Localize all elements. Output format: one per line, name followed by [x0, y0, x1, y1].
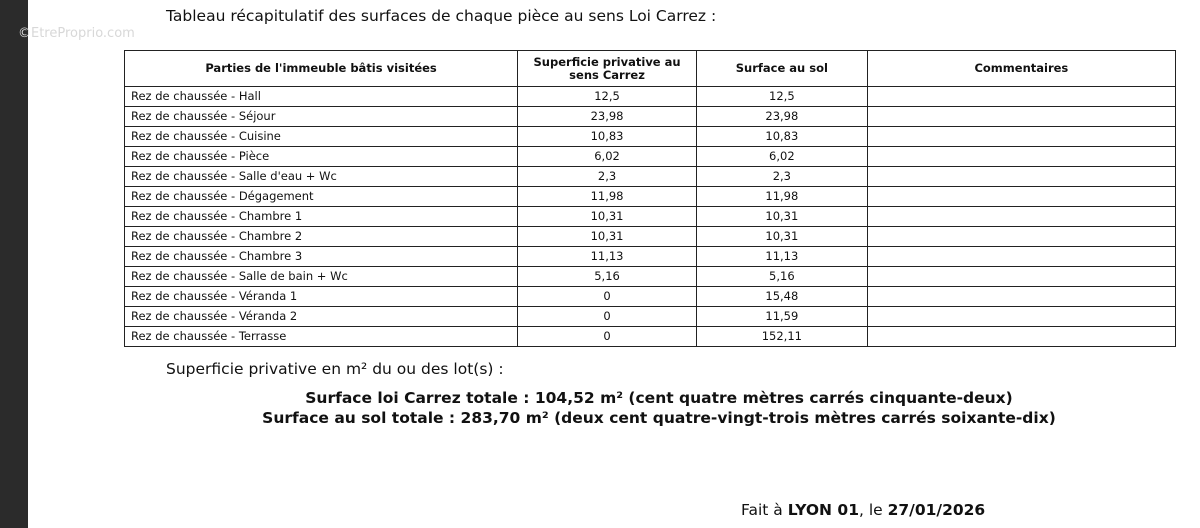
cell-sol: 23,98 [696, 107, 867, 127]
cell-carrez: 10,31 [518, 207, 697, 227]
cell-sol: 152,11 [696, 327, 867, 347]
table-heading: Tableau récapitulatif des surfaces de chaque pièce au sens Loi Carrez : [166, 7, 717, 25]
cell-sol: 6,02 [696, 147, 867, 167]
cell-piece: Rez de chaussée - Séjour [125, 107, 518, 127]
cell-comment [867, 127, 1175, 147]
signature-line [741, 501, 985, 519]
cell-carrez: 10,31 [518, 227, 697, 247]
cell-piece: Rez de chaussée - Hall [125, 87, 518, 107]
cell-piece: Rez de chaussée - Cuisine [125, 127, 518, 147]
header-sol: Surface au sol [696, 51, 867, 87]
watermark: ©EtreProprio.com [18, 26, 135, 41]
table-row [125, 87, 1176, 107]
table-row [125, 267, 1176, 287]
cell-carrez: 10,83 [518, 127, 697, 147]
cell-comment [867, 87, 1175, 107]
cell-piece: Rez de chaussée - Chambre 3 [125, 247, 518, 267]
cell-comment [867, 107, 1175, 127]
document-page [28, 0, 1200, 528]
signature-date: 27/01/2026 [887, 501, 986, 519]
cell-sol: 11,59 [696, 307, 867, 327]
superficie-subtitle: Superficie privative en m² du ou des lot(s) : [166, 360, 504, 378]
surface-table [124, 50, 1176, 347]
cell-sol: 12,5 [696, 87, 867, 107]
cell-carrez: 0 [518, 307, 697, 327]
cell-piece: Rez de chaussée - Terrasse [125, 327, 518, 347]
cell-comment [867, 327, 1175, 347]
cell-piece: Rez de chaussée - Chambre 1 [125, 207, 518, 227]
cell-carrez: 0 [518, 327, 697, 347]
cell-sol: 10,31 [696, 227, 867, 247]
table-row [125, 247, 1176, 267]
table-header-row [125, 51, 1176, 87]
total-carrez: Surface loi Carrez totale : 104,52 m² (cent quatre mètres carrés cinquante-deux) [305, 389, 1013, 407]
cell-comment [867, 227, 1175, 247]
cell-comment [867, 207, 1175, 227]
signature-prefix: Fait à [741, 501, 788, 519]
table-row [125, 107, 1176, 127]
header-commentaires: Commentaires [867, 51, 1175, 87]
header-carrez: Superficie privative au sens Carrez [518, 51, 697, 87]
cell-piece: Rez de chaussée - Salle de bain + Wc [125, 267, 518, 287]
cell-sol: 11,98 [696, 187, 867, 207]
cell-carrez: 11,98 [518, 187, 697, 207]
cell-piece: Rez de chaussée - Chambre 2 [125, 227, 518, 247]
table-row [125, 307, 1176, 327]
table-row [125, 147, 1176, 167]
total-sol: Surface au sol totale : 283,70 m² (deux cent quatre-vingt-trois mètres carrés soixante-dix) [262, 409, 1056, 427]
cell-carrez: 11,13 [518, 247, 697, 267]
header-parties: Parties de l'immeuble bâtis visitées [125, 51, 518, 87]
cell-carrez: 12,5 [518, 87, 697, 107]
cell-carrez: 6,02 [518, 147, 697, 167]
table-row [125, 287, 1176, 307]
cell-piece: Rez de chaussée - Dégagement [125, 187, 518, 207]
cell-comment [867, 267, 1175, 287]
cell-sol: 10,83 [696, 127, 867, 147]
cell-carrez: 5,16 [518, 267, 697, 287]
cell-carrez: 23,98 [518, 107, 697, 127]
table-row [125, 167, 1176, 187]
signature-city: LYON 01 [787, 501, 859, 519]
cell-comment [867, 147, 1175, 167]
table-row [125, 187, 1176, 207]
table-row [125, 227, 1176, 247]
cell-piece: Rez de chaussée - Salle d'eau + Wc [125, 167, 518, 187]
cell-comment [867, 247, 1175, 267]
cell-comment [867, 167, 1175, 187]
signature-middle: , le [858, 501, 888, 519]
cell-sol: 2,3 [696, 167, 867, 187]
cell-piece: Rez de chaussée - Véranda 2 [125, 307, 518, 327]
table-row [125, 327, 1176, 347]
cell-comment [867, 187, 1175, 207]
cell-comment [867, 307, 1175, 327]
cell-carrez: 2,3 [518, 167, 697, 187]
cell-sol: 10,31 [696, 207, 867, 227]
cell-sol: 11,13 [696, 247, 867, 267]
cell-sol: 5,16 [696, 267, 867, 287]
cell-sol: 15,48 [696, 287, 867, 307]
cell-piece: Rez de chaussée - Pièce [125, 147, 518, 167]
cell-piece: Rez de chaussée - Véranda 1 [125, 287, 518, 307]
cell-carrez: 0 [518, 287, 697, 307]
table-row [125, 207, 1176, 227]
cell-comment [867, 287, 1175, 307]
table-row [125, 127, 1176, 147]
